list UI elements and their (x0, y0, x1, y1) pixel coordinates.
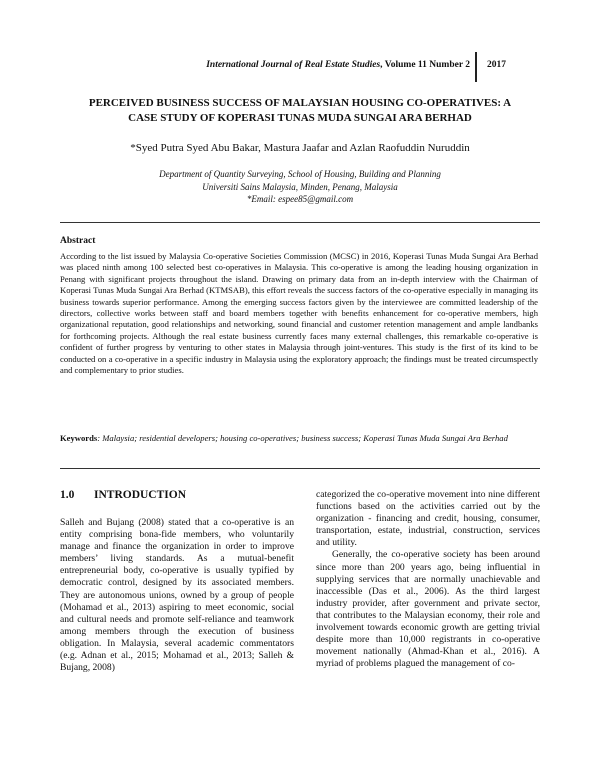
section-heading-introduction (60, 489, 186, 501)
body-column-right (316, 489, 540, 670)
intro-paragraph-2: Generally, the co-operative society has been around since more than 200 years ago, being influential in supplying services that are normally unachievable and inaccessible (Das et al., 2006). As the third largest industry provider, after government and private sector, that contributes to the Malaysian economy, their role and involvement towards economic growth are getting trivial despite more than 10,000 registrants in co-operative movement nationally (Ahmad-Khan et al., 2016). A myriad of problems plagued the management of co- (316, 549, 540, 670)
author-list: *Syed Putra Syed Abu Bakar, Mastura Jaafar and Azlan Raofuddin Nuruddin (130, 142, 470, 154)
author-email: *Email: espee85@gmail.com (246, 194, 354, 204)
journal-citation (206, 60, 470, 70)
affiliation-university: Universiti Sains Malaysia, Minden, Penang, Malaysia (202, 181, 398, 192)
keywords-label: Keywords (60, 433, 98, 443)
abstract-heading: Abstract (60, 236, 96, 246)
paper-title (60, 96, 540, 126)
section-title: INTRODUCTION (94, 489, 187, 501)
abstract-top-rule (60, 222, 540, 223)
running-header (60, 58, 540, 80)
section-number: 1.0 (60, 489, 75, 501)
header-divider (475, 52, 477, 82)
keywords-line (60, 433, 538, 444)
affiliation-block (60, 168, 540, 206)
abstract-body: According to the list issued by Malaysia Co-operative Societies Commission (MCSC) in 2016, Koperasi Tunas Muda Sungai Ara Berhad was placed ninth among 100 selected best co-operatives in Malaysia. This co-operative is among the leading housing organization in Penang with significant projects throughout the island. Drawing on primary data from an in-depth interview with the Chairman of Koperasi Tunas Muda Sungai Ara Berhad (KTMSAB), this effort reveals the success factors of the co-operative especially in managing its business towards superior performance. Among the emerging success factors given by the interviewee are committed leadership of the directors, collective works between staff and board members together with benefits enhancement for co-operative members, high organizational reputation, good relationships and networking, sound financial and customer retention management and ample landbanks for forthcoming projects. Although the real estate business currently faces many external challenges, this remarkable co-operative is confident of further progress by venturing to other states in Malaysia through joint-ventures. This study is the first of its kind to be conducted on a co-operative in a specific industry in Malaysia using the exploratory approach; the findings must be treated circumspectly and complementary to prior studies. (60, 251, 538, 376)
journal-year: 2017 (487, 60, 506, 70)
abstract-bottom-rule (60, 468, 540, 469)
journal-volume: , Volume 11 Number 2 (380, 60, 470, 70)
journal-name: International Journal of Real Estate Studies (206, 60, 381, 70)
intro-paragraph-continued: categorized the co-operative movement into nine different functions based on the activities carried out by the organization - financing and credit, housing, consumer, transportation, estate, industrial, construction, services and utility. (316, 489, 540, 549)
intro-paragraph-1: Salleh and Bujang (2008) stated that a co-operative is an entity comprising bona-fide members, who voluntarily manage and finance the organization in order to improve members’ living standards. As a mutual-benefit entrepreneurial body, co-operative is usually typified by democratic control, designed by its associated members. They are autonomous unions, owned by a group of people (Mohamad et al., 2013) aspiring to meet economic, social and cultural needs and promote self-reliance and teamwork among members through the execution of business obligation. In Malaysia, several academic commentators (e.g. Adnan et al., 2015; Mohamad et al., 2013; Salleh & Bujang, 2008) (60, 517, 294, 674)
paper-title-line-2: CASE STUDY OF KOPERASI TUNAS MUDA SUNGAI ARA BERHAD (128, 112, 472, 124)
body-column-left (60, 517, 294, 674)
keywords-list: : Malaysia; residential developers; housing co-operatives; business success; Koperasi Tunas Muda Sungai Ara Berhad (97, 433, 508, 443)
paper-title-line-1: PERCEIVED BUSINESS SUCCESS OF MALAYSIAN HOUSING CO-OPERATIVES: A (88, 97, 512, 109)
affiliation-department: Department of Quantity Surveying, School of Housing, Building and Planning (159, 169, 441, 179)
